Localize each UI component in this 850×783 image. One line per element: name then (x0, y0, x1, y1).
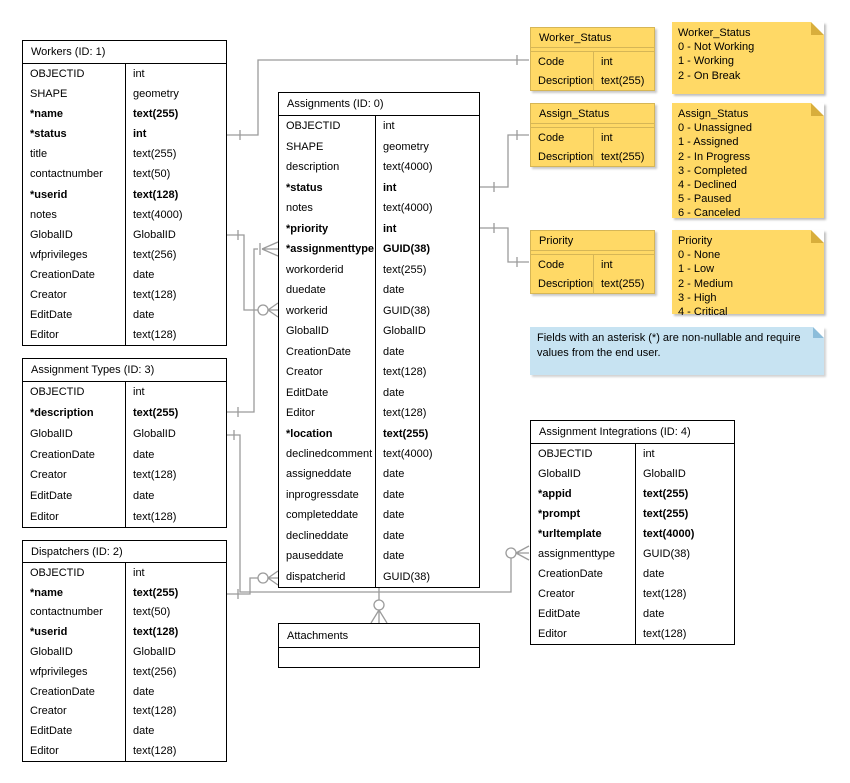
field-row (23, 382, 226, 403)
field-name: workorderid (279, 259, 376, 279)
table-priority (530, 230, 655, 294)
connector-assignments-attachments (371, 588, 387, 623)
note-line: 4 - Declined (678, 179, 737, 192)
field-row (279, 157, 479, 177)
field-name: *name (23, 104, 126, 124)
note-line: 1 - Low (678, 263, 715, 276)
field-row (531, 604, 734, 624)
field-row (279, 177, 479, 197)
field-row (23, 325, 226, 345)
field-row (531, 484, 734, 504)
field-name: *assignmenttype (279, 239, 376, 259)
field-row (23, 563, 226, 583)
field-name: Creator (531, 584, 636, 604)
field-type: int (383, 222, 397, 235)
note-line: 6 - Canceled (678, 207, 741, 220)
one-tick (238, 243, 260, 417)
note-text (678, 234, 818, 319)
field-row (531, 52, 654, 71)
note-line: 0 - None (678, 249, 721, 262)
field-name: contactnumber (23, 164, 126, 184)
field-row (279, 259, 479, 279)
table-title: Assignment Integrations (ID: 4) (531, 421, 734, 444)
field-type: text(255) (643, 488, 689, 500)
table-title: Worker_Status (531, 28, 654, 48)
field-type: date (643, 608, 665, 620)
field-name: *name (23, 583, 126, 603)
field-row (531, 464, 734, 484)
field-row (23, 622, 226, 642)
field-name: OBJECTID (531, 444, 636, 464)
table-body (23, 382, 226, 527)
field-type: int (133, 566, 145, 579)
field-row (23, 583, 226, 603)
note-line: 3 - Completed (678, 164, 748, 177)
field-type: geometry (383, 140, 429, 153)
field-row (279, 485, 479, 505)
field-name: Description (531, 71, 594, 90)
field-row (279, 423, 479, 443)
field-type: GUID(38) (643, 548, 691, 560)
field-row (279, 505, 479, 525)
field-row (531, 564, 734, 584)
field-type: text(255) (383, 263, 427, 276)
table-body (23, 563, 226, 761)
connector-assignments-priority (480, 223, 529, 267)
field-type: text(256) (133, 248, 177, 261)
note-line: 2 - In Progress (678, 150, 751, 163)
field-row (23, 164, 226, 184)
callout-text: Fields with an asterisk (*) are non-nullable and require values from the end user. (537, 332, 801, 359)
note-line: 5 - Paused (678, 193, 732, 206)
field-name: *priority (279, 218, 376, 238)
field-name: contactnumber (23, 603, 126, 623)
field-type: GlobalID (383, 325, 426, 338)
note-line: 3 - High (678, 291, 717, 304)
folded-corner-icon (813, 327, 824, 338)
field-type: text(255) (601, 74, 645, 87)
field-type: text(255) (643, 508, 689, 520)
field-name: CreationDate (531, 564, 636, 584)
field-name: GlobalID (23, 225, 126, 245)
field-name: *prompt (531, 504, 636, 524)
table-title: Attachments (279, 624, 479, 648)
field-type: text(255) (133, 407, 179, 420)
field-name: CreationDate (23, 265, 126, 285)
field-type: text(255) (601, 277, 645, 290)
field-name: GlobalID (23, 423, 126, 444)
field-row (279, 136, 479, 156)
field-type: int (601, 131, 613, 144)
field-row (531, 444, 734, 464)
field-row (23, 444, 226, 465)
field-name: CreationDate (279, 341, 376, 361)
field-type: date (133, 489, 155, 502)
field-type: date (383, 345, 405, 358)
field-name: notes (279, 198, 376, 218)
field-row (23, 465, 226, 486)
field-row (531, 584, 734, 604)
field-type: date (383, 284, 405, 297)
field-name: OBJECTID (23, 64, 126, 84)
connector-workers-assignments (227, 230, 278, 317)
field-name: dispatcherid (279, 567, 376, 587)
field-type: date (133, 725, 155, 738)
note-line: Worker_Status (678, 27, 751, 39)
field-type: text(4000) (133, 208, 183, 221)
field-type: int (133, 128, 147, 141)
field-name: EditDate (531, 604, 636, 624)
field-row (279, 382, 479, 402)
field-type: text(128) (133, 288, 177, 301)
field-row (23, 662, 226, 682)
field-type: GUID(38) (383, 243, 431, 256)
field-type: text(4000) (643, 528, 695, 540)
crow-foot (516, 546, 529, 560)
field-row (23, 84, 226, 104)
field-name: *appid (531, 484, 636, 504)
field-type: date (383, 468, 405, 481)
field-row (23, 741, 226, 761)
field-row (531, 544, 734, 564)
field-type: text(128) (133, 510, 177, 523)
note-asterisk-explanation (530, 327, 824, 375)
note-line: 1 - Assigned (678, 136, 739, 149)
field-name: notes (23, 205, 126, 225)
field-name: *location (279, 423, 376, 443)
field-row (531, 128, 654, 147)
field-name: EditDate (23, 721, 126, 741)
table-assignment-integrations (530, 420, 735, 645)
table-title: Assignment Types (ID: 3) (23, 359, 226, 382)
one-tick (494, 223, 517, 267)
field-name: Editor (531, 624, 636, 644)
field-name: completeddate (279, 505, 376, 525)
field-row (23, 245, 226, 265)
field-type: text(128) (133, 188, 179, 201)
table-title: Workers (ID: 1) (23, 41, 226, 64)
field-row (279, 444, 479, 464)
field-row (279, 218, 479, 238)
folded-corner-icon (811, 22, 824, 35)
field-name: SHAPE (23, 84, 126, 104)
field-name: declineddate (279, 526, 376, 546)
note-text (678, 26, 818, 83)
field-type: text(4000) (383, 161, 433, 174)
connector-dispatchers-assignments (227, 571, 278, 599)
field-name: workerid (279, 300, 376, 320)
field-row (23, 124, 226, 144)
field-type: GlobalID (643, 468, 686, 480)
table-title: Assign_Status (531, 104, 654, 124)
table-dispatchers (22, 540, 227, 762)
field-type: text(128) (133, 469, 177, 482)
field-row (23, 642, 226, 662)
field-type: date (383, 550, 405, 563)
zero-circle (374, 600, 384, 610)
table-attachments (278, 623, 480, 668)
table-body (23, 64, 226, 345)
field-row (23, 682, 226, 702)
field-type: text(255) (133, 148, 177, 161)
field-name: Code (531, 128, 594, 147)
field-type: date (383, 488, 405, 501)
field-row (531, 274, 654, 293)
field-row (279, 526, 479, 546)
field-type: date (133, 448, 155, 461)
field-row (23, 265, 226, 285)
field-type: text(128) (383, 366, 427, 379)
field-row (531, 255, 654, 274)
field-name: SHAPE (279, 136, 376, 156)
field-name: GlobalID (279, 321, 376, 341)
field-row (23, 603, 226, 623)
field-name: declinedcomment (279, 444, 376, 464)
field-name: Editor (23, 741, 126, 761)
field-name: EditDate (23, 305, 126, 325)
field-type: GlobalID (133, 427, 176, 440)
field-row (531, 504, 734, 524)
zero-circle (258, 305, 268, 315)
note-worker-status (672, 22, 824, 94)
field-type: text(128) (133, 705, 177, 718)
field-name: EditDate (23, 486, 126, 507)
field-row (279, 403, 479, 423)
field-type: text(128) (643, 588, 687, 600)
field-name: GlobalID (531, 464, 636, 484)
field-row (23, 205, 226, 225)
table-title: Assignments (ID: 0) (279, 93, 479, 116)
field-row (23, 225, 226, 245)
note-line: 0 - Not Working (678, 41, 755, 54)
field-row (23, 285, 226, 305)
field-name: pauseddate (279, 546, 376, 566)
field-name: assigneddate (279, 464, 376, 484)
field-name: *userid (23, 184, 126, 204)
field-type: text(255) (601, 150, 645, 163)
crow-foot (371, 610, 387, 623)
field-name: Editor (23, 325, 126, 345)
field-type: int (601, 55, 613, 68)
field-name: Creator (279, 362, 376, 382)
field-name: *status (279, 177, 376, 197)
field-type: text(50) (133, 606, 171, 619)
field-type: text(50) (133, 168, 171, 181)
field-row (23, 144, 226, 164)
field-name: Description (531, 274, 594, 293)
field-type: GUID(38) (383, 304, 431, 317)
field-row (23, 506, 226, 527)
field-type: GlobalID (133, 228, 176, 241)
folded-corner-icon (811, 103, 824, 116)
field-name: EditDate (279, 382, 376, 402)
field-type: int (601, 258, 613, 271)
field-row (23, 423, 226, 444)
field-row (279, 321, 479, 341)
table-assignments (278, 92, 480, 588)
table-body (531, 52, 654, 90)
field-name: Creator (23, 465, 126, 486)
crow-foot (262, 242, 278, 256)
table-title: Priority (531, 231, 654, 251)
field-row (23, 305, 226, 325)
field-type: text(128) (133, 329, 177, 342)
field-name: *userid (23, 622, 126, 642)
field-name: wfprivileges (23, 245, 126, 265)
table-body (531, 255, 654, 293)
field-type: date (383, 509, 405, 522)
connector-assignment-types-assignments (227, 242, 278, 417)
note-text (678, 107, 818, 221)
field-type: date (383, 386, 405, 399)
field-type: int (383, 181, 397, 194)
field-row (279, 464, 479, 484)
note-assign-status (672, 103, 824, 218)
field-row (279, 280, 479, 300)
field-type: date (133, 268, 155, 281)
field-row (23, 702, 226, 722)
field-name: *description (23, 403, 126, 424)
field-row (279, 198, 479, 218)
table-title: Dispatchers (ID: 2) (23, 541, 226, 563)
field-name: duedate (279, 280, 376, 300)
crow-foot (268, 303, 278, 317)
one-tick (494, 130, 517, 192)
field-row (279, 341, 479, 361)
field-row (279, 546, 479, 566)
field-name: Creator (23, 702, 126, 722)
field-row (279, 116, 479, 136)
field-name: OBJECTID (279, 116, 376, 136)
folded-corner-icon (811, 230, 824, 243)
field-type: date (133, 685, 155, 698)
connector-assignments-assign-status (480, 130, 529, 192)
field-type: text(256) (133, 665, 177, 678)
field-type: date (133, 308, 155, 321)
field-name: OBJECTID (23, 382, 126, 403)
field-row (279, 239, 479, 259)
field-name: assignmenttype (531, 544, 636, 564)
field-name: description (279, 157, 376, 177)
zero-circle (258, 573, 268, 583)
note-line: 4 - Critical (678, 306, 728, 319)
note-line: 2 - Medium (678, 277, 734, 290)
field-type: text(128) (133, 626, 179, 639)
field-type: text(4000) (383, 447, 433, 460)
field-name: Code (531, 52, 594, 71)
field-name: Description (531, 147, 594, 166)
table-body (279, 116, 479, 587)
field-type: geometry (133, 88, 179, 101)
field-name: Editor (279, 403, 376, 423)
zero-circle (506, 548, 516, 558)
field-row (23, 64, 226, 84)
field-row (531, 71, 654, 90)
field-row (23, 721, 226, 741)
field-type: date (383, 529, 405, 542)
field-type: text(255) (383, 427, 429, 440)
field-name: inprogressdate (279, 485, 376, 505)
field-name: OBJECTID (23, 563, 126, 583)
field-row (23, 184, 226, 204)
field-type: int (383, 120, 395, 133)
field-row (279, 567, 479, 587)
field-type: GUID(38) (383, 570, 431, 583)
field-row (531, 147, 654, 166)
field-name: title (23, 144, 126, 164)
field-name: *urltemplate (531, 524, 636, 544)
field-type: text(255) (133, 108, 179, 121)
field-name: wfprivileges (23, 662, 126, 682)
field-row (531, 524, 734, 544)
note-line: 2 - On Break (678, 69, 741, 82)
field-type: text(128) (383, 407, 427, 420)
field-row (279, 362, 479, 382)
note-line: Priority (678, 235, 713, 247)
note-line: 0 - Unassigned (678, 122, 752, 135)
field-row (23, 486, 226, 507)
field-name: GlobalID (23, 642, 126, 662)
note-line: 1 - Working (678, 55, 735, 68)
field-type: GlobalID (133, 646, 176, 659)
table-body (531, 128, 654, 166)
field-row (531, 624, 734, 644)
table-worker-status (530, 27, 655, 91)
field-name: Code (531, 255, 594, 274)
field-row (23, 104, 226, 124)
table-workers (22, 40, 227, 346)
field-name: CreationDate (23, 682, 126, 702)
note-priority (672, 230, 824, 319)
crow-foot (268, 571, 278, 585)
field-name: *status (23, 124, 126, 144)
field-type: text(128) (643, 628, 687, 640)
field-name: Editor (23, 506, 126, 527)
field-row (23, 403, 226, 424)
field-row (279, 300, 479, 320)
field-type: date (643, 568, 665, 580)
field-type: text(128) (133, 745, 177, 758)
field-name: CreationDate (23, 444, 126, 465)
field-type: text(4000) (383, 202, 433, 215)
field-type: int (133, 386, 145, 399)
table-body (531, 444, 734, 644)
field-name: Creator (23, 285, 126, 305)
table-body-empty (279, 648, 479, 667)
field-type: text(255) (133, 586, 179, 599)
field-type: int (643, 448, 655, 460)
table-assignment-types (22, 358, 227, 528)
field-type: int (133, 68, 145, 81)
note-line: Assign_Status (678, 108, 749, 120)
table-assign-status (530, 103, 655, 167)
